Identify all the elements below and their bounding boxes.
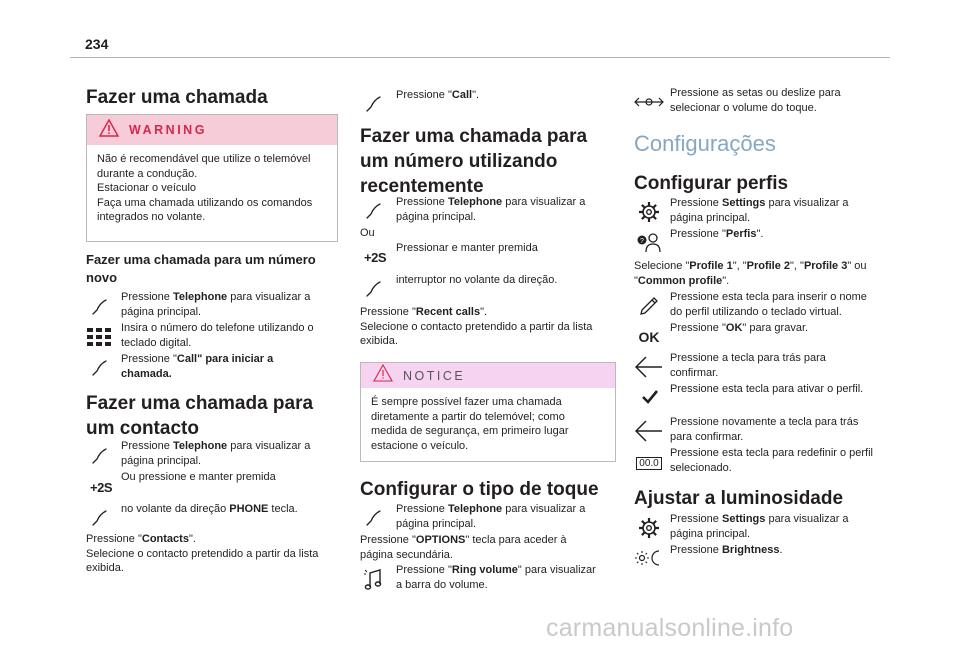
instruction-back-confirm: Pressione a tecla para trás para confirmar. bbox=[670, 352, 826, 379]
instruction-activate: Pressione esta tecla para ativar o perfil. bbox=[670, 383, 864, 395]
warning-box bbox=[86, 114, 338, 242]
touch-icon bbox=[87, 355, 113, 381]
section-title-profiles: Configurar perfis bbox=[634, 173, 789, 194]
notice-text bbox=[361, 388, 615, 460]
back-arrow-icon bbox=[634, 418, 664, 444]
subsection-title-new-number: Fazer uma chamada para um número novo bbox=[86, 252, 316, 285]
notice-label: NOTICE bbox=[403, 368, 466, 383]
section-title-call-contact: Fazer uma chamada para um contacto bbox=[86, 393, 314, 439]
warning-triangle-icon bbox=[99, 119, 119, 142]
touch-icon bbox=[87, 294, 113, 320]
instruction-telephone: Pressione Telephone para visualizar a página principal. bbox=[121, 291, 311, 318]
warning-line: Faça uma chamada utilizando os comandos bbox=[97, 196, 313, 209]
notice-line: diretamente a partir do telemóvel; como bbox=[371, 410, 565, 423]
steering-wheel-control-icon: +2S bbox=[364, 249, 386, 265]
instruction-options: Pressione "OPTIONS" tecla para aceder à página secundária. bbox=[360, 534, 567, 561]
instruction-switch: interruptor no volante da direção. bbox=[396, 274, 558, 286]
footer-watermark: carmanualsonline.info bbox=[546, 614, 794, 642]
touch-icon bbox=[361, 91, 387, 117]
header-rule bbox=[70, 57, 890, 58]
music-note-icon bbox=[361, 566, 387, 592]
instruction-hold: Pressionar e manter premida bbox=[396, 242, 538, 254]
instruction-reset: Pressione esta tecla para redefinir o perfil selecionado. bbox=[670, 447, 873, 474]
sun-moon-icon bbox=[634, 545, 664, 571]
notice-triangle-icon bbox=[373, 364, 393, 387]
instruction-telephone: Pressione Telephone para visualizar a página principal. bbox=[396, 503, 586, 530]
touch-icon bbox=[87, 443, 113, 469]
instruction-telephone: Pressione Telephone para visualizar a página principal. bbox=[121, 440, 311, 467]
instruction-hold: Ou pressione e manter premida bbox=[121, 471, 276, 483]
section-title-brightness: Ajustar a luminosidade bbox=[634, 488, 844, 509]
gear-icon bbox=[636, 199, 662, 225]
reset-icon: 00.0 bbox=[634, 450, 664, 476]
instruction-telephone: Pressione Telephone para visualizar a página principal. bbox=[396, 196, 586, 223]
steering-wheel-control-icon: +2S bbox=[90, 479, 112, 495]
notice-line: estacione o veículo. bbox=[371, 439, 469, 452]
instruction-brightness: Pressione Brightness. bbox=[670, 544, 783, 556]
warning-header bbox=[87, 115, 337, 145]
instruction-select-profile: Selecione "Profile 1", "Profile 2", "Profile 3" ou "Common profile". bbox=[634, 260, 867, 287]
instruction-settings: Pressione Settings para visualizar a página principal. bbox=[670, 513, 849, 540]
arrows-slide-icon bbox=[634, 89, 664, 115]
notice-box bbox=[360, 362, 616, 462]
instruction-ring-volume: Pressione "Ring volume" para visualizar a barra do volume. bbox=[396, 564, 596, 591]
pencil-icon bbox=[636, 293, 662, 319]
warning-line: integrados no volante. bbox=[97, 211, 206, 223]
instruction-call: Pressione "Call" para iniciar a chamada. bbox=[121, 353, 274, 380]
warning-line: durante a condução. bbox=[97, 167, 198, 180]
instruction-back-again: Pressione novamente a tecla para trás para confirmar. bbox=[670, 416, 859, 443]
profile-icon bbox=[634, 229, 664, 255]
back-arrow-icon bbox=[634, 354, 664, 380]
notice-line: medida de segurança, em primeiro lugar bbox=[371, 425, 569, 437]
keypad-icon bbox=[86, 324, 112, 350]
section-title-ringtone: Configurar o tipo de toque bbox=[360, 479, 599, 500]
instruction-edit-name: Pressione esta tecla para inserir o nome do perfil utilizando o teclado virtual. bbox=[670, 291, 867, 318]
gear-icon bbox=[636, 515, 662, 541]
instruction-recent-calls: Pressione "Recent calls". Selecione o contacto pretendido a partir da lista exibida. bbox=[360, 306, 593, 347]
instruction-settings: Pressione Settings para visualizar a página principal. bbox=[670, 197, 849, 224]
instruction-phone-key: no volante da direção PHONE tecla. bbox=[121, 503, 298, 515]
page-number: 234 bbox=[85, 36, 109, 52]
or-text: Ou bbox=[360, 227, 375, 239]
notice-header bbox=[361, 363, 615, 388]
chapter-title-settings: Configurações bbox=[634, 131, 776, 156]
svg-text:?: ? bbox=[640, 238, 644, 245]
instruction-call: Pressione "Call". bbox=[396, 89, 480, 101]
instruction-keypad: Insira o número do telefone utilizando o teclado digital. bbox=[121, 322, 314, 349]
instruction-arrows: Pressione as setas ou deslize para selecionar o volume do toque. bbox=[670, 87, 841, 114]
checkmark-icon bbox=[637, 384, 663, 410]
notice-line: É sempre possível fazer uma chamada bbox=[371, 396, 562, 408]
warning-line: Estacionar o veículo bbox=[97, 182, 197, 194]
warning-text bbox=[87, 145, 337, 232]
touch-icon bbox=[361, 198, 387, 224]
instruction-contacts: Pressione "Contacts". Selecione o contacto pretendido a partir da lista exibida. bbox=[86, 533, 319, 574]
section-title-recent: Fazer uma chamada para um número utilizando recentemente bbox=[360, 126, 588, 197]
touch-icon bbox=[361, 276, 387, 302]
warning-label: WARNING bbox=[129, 123, 207, 137]
instruction-profiles: Pressione "Perfis". bbox=[670, 228, 764, 240]
section-title-make-call: Fazer uma chamada bbox=[86, 87, 268, 108]
instruction-ok: Pressione "OK" para gravar. bbox=[670, 322, 809, 334]
touch-icon bbox=[361, 505, 387, 531]
warning-line: Não é recomendável que utilize o telemóvel bbox=[97, 153, 311, 165]
ok-icon: OK bbox=[638, 329, 660, 345]
touch-icon bbox=[87, 505, 113, 531]
